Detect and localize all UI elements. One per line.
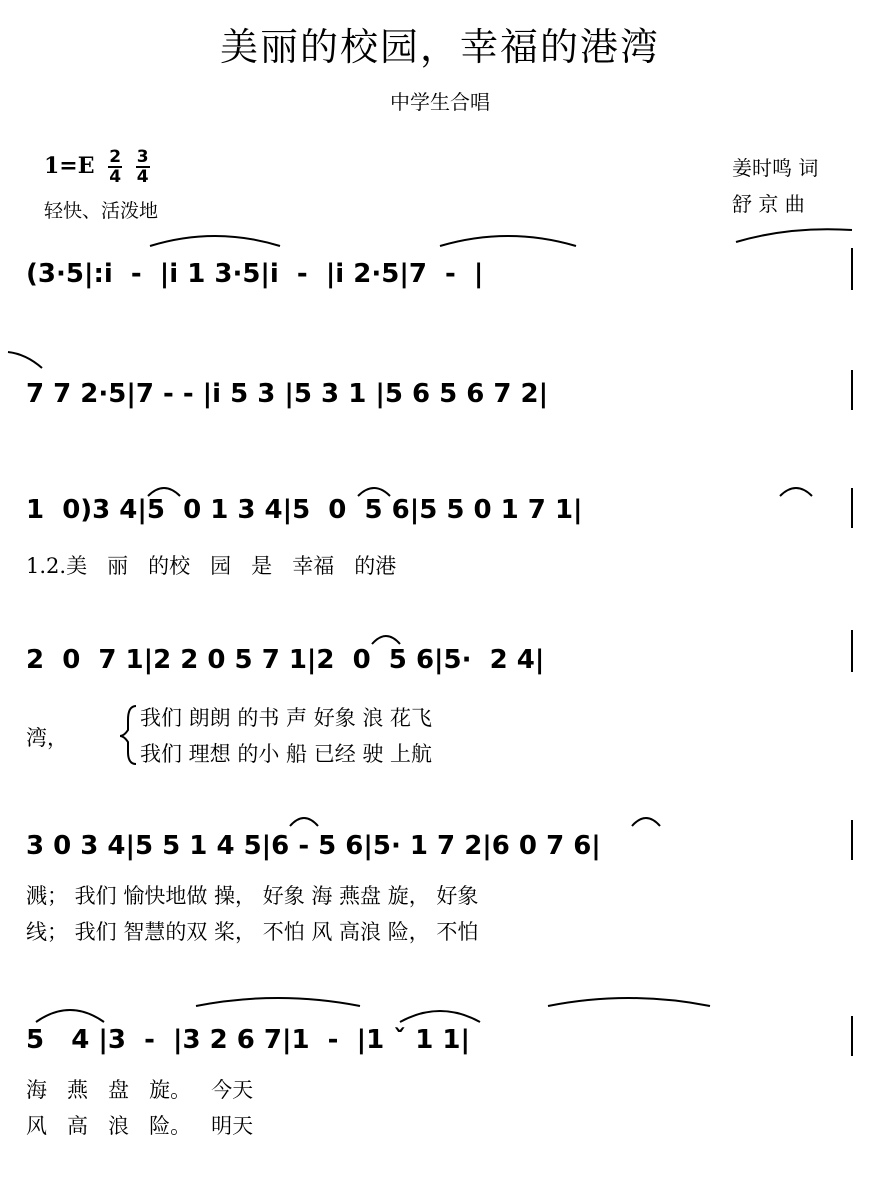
tie-arc: [196, 998, 360, 1006]
notation-line-1: (3·5|:i - |i 1 3·5|i - |i 2·5|7 - |: [26, 259, 484, 289]
ts2-denominator: 4: [136, 167, 149, 187]
tie-arc: [400, 1011, 480, 1022]
song-subtitle: 中学生合唱: [390, 90, 490, 114]
ts1-denominator: 4: [109, 167, 122, 187]
tie-arc: [8, 352, 42, 368]
tie-arc: [780, 488, 812, 496]
ts2-numerator: 3: [136, 147, 149, 167]
tie-arc: [150, 236, 280, 246]
lyrics-line-6-verse2: 风 高 浪 险。 明天: [26, 1114, 254, 1138]
key-label: 1=E: [44, 153, 95, 179]
tie-arc: [736, 229, 852, 242]
notation-line-6: 5 4 |3 - |3 2 6 7|1 - |1 ˇ 1 1|: [26, 1025, 470, 1055]
lyrics-line-6-verse1: 海 燕 盘 旋。 今天: [26, 1078, 254, 1102]
tie-arc: [632, 818, 660, 826]
lyrics-line-5-verse1: 溅； 我们 愉快地做 操， 好象 海 燕盘 旋， 好象: [26, 884, 479, 908]
tie-arc: [548, 998, 710, 1006]
notation-line-2: 7 7 2·5|7 - - |i 5 3 |5 3 1 |5 6 5 6 7 2|: [26, 379, 549, 409]
lyrics-line-4-lead: 湾，: [26, 726, 68, 750]
tie-arc: [440, 236, 576, 246]
composer-credit: 舒 京 曲: [732, 192, 805, 216]
lyric-brace: [120, 706, 136, 764]
lyrics-line-5-verse2: 线； 我们 智慧的双 桨， 不怕 风 高浪 险， 不怕: [26, 920, 479, 944]
lyrics-line-4-verse1: 我们 朗朗 的书 声 好象 浪 花飞: [140, 706, 433, 730]
tempo-marking: 轻快、活泼地: [44, 200, 159, 222]
tie-arc: [290, 818, 318, 826]
lyrics-line-3: 1.2.美 丽 的校 园 是 幸福 的港: [26, 554, 397, 578]
notation-line-3: 1 0)3 4|5 0 1 3 4|5 0 5 6|5 5 0 1 7 1|: [26, 495, 583, 525]
lyricist-credit: 姜时鸣 词: [732, 156, 819, 180]
lyrics-line-4-verse2: 我们 理想 的小 船 已经 驶 上航: [140, 742, 433, 766]
tie-arc: [372, 636, 400, 644]
tie-arc: [148, 488, 180, 496]
song-title: 美丽的校园，幸福的港湾: [219, 25, 660, 69]
tie-arc: [36, 1010, 104, 1022]
notation-line-4: 2 0 7 1|2 2 0 5 7 1|2 0 5 6|5· 2 4|: [26, 645, 545, 675]
ts1-numerator: 2: [109, 147, 122, 167]
tie-arc: [358, 488, 390, 496]
notation-line-5: 3 0 3 4|5 5 1 4 5|6 - 5 6|5· 1 7 2|6 0 7 6|: [26, 831, 601, 861]
